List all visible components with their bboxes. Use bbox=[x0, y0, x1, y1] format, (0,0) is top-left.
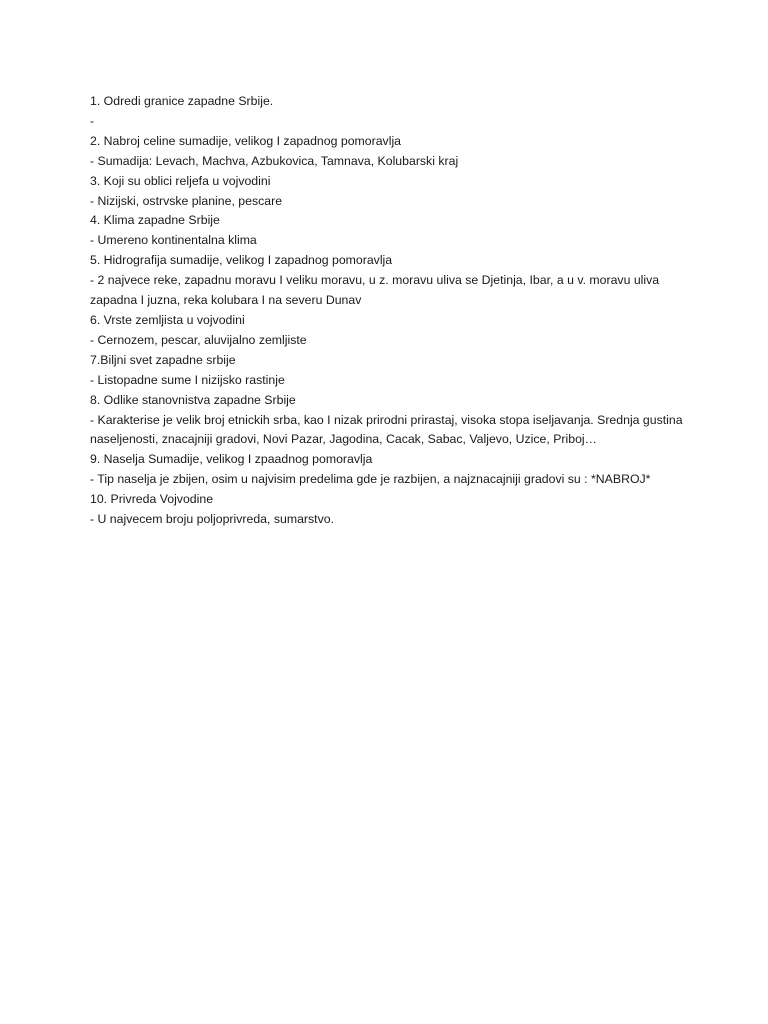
question-10: 10. Privreda Vojvodine bbox=[90, 492, 214, 507]
question-4: 4. Klima zapadne Srbije bbox=[90, 213, 220, 228]
answer-2: - Sumadija: Levach, Machva, Azbukovica, Tamnava, Kolubarski kraj bbox=[90, 153, 459, 168]
answer-1: - bbox=[90, 113, 95, 128]
question-8: 8. Odlike stanovnistva zapadne Srbije bbox=[90, 392, 296, 407]
answer-9: - Tip naselja je zbijen, osim u najvisim predelima gde je razbijen, a najznacajniji gradovi su : *NABROJ* bbox=[90, 472, 651, 487]
question-1: 1. Odredi granice zapadne Srbije. bbox=[90, 94, 274, 108]
answer-5: - 2 najvece reke, zapadnu moravu I veliku moravu, u z. moravu uliva se Djetinja, Ibar, a u v. moravu uliva zapadna I juzna, reka kolubara I na severu Dunav bbox=[90, 273, 663, 308]
answer-7: - Listopadne sume I nizijsko rastinje bbox=[90, 372, 285, 387]
question-7: 7.Biljni svet zapadne srbije bbox=[90, 352, 236, 367]
answer-8: - Karakterise je velik broj etnickih srba, kao I nizak prirodni prirastaj, visoka stopa iseljavanja. Srednja gustina naseljenosti, znacajniji gradovi, Novi Pazar, Jagodina, Cacak, Sabac, Valjevo, Uzice, Priboj… bbox=[90, 412, 687, 447]
question-5: 5. Hidrografija sumadije, velikog I zapadnog pomoravlja bbox=[90, 253, 393, 268]
question-9: 9. Naselja Sumadije, velikog I zpaadnog pomoravlja bbox=[90, 452, 373, 467]
answer-4: - Umereno kontinentalna klima bbox=[90, 233, 257, 248]
question-6: 6. Vrste zemljista u vojvodini bbox=[90, 312, 245, 327]
document-body bbox=[90, 92, 690, 530]
answer-3: - Nizijski, ostrvske planine, pescare bbox=[90, 193, 283, 208]
answer-10: - U najvecem broju poljoprivreda, sumarstvo. bbox=[90, 512, 334, 527]
question-2: 2. Nabroj celine sumadije, velikog I zapadnog pomoravlja bbox=[90, 133, 402, 148]
answer-6: - Cernozem, pescar, aluvijalno zemljiste bbox=[90, 332, 307, 347]
question-3: 3. Koji su oblici reljefa u vojvodini bbox=[90, 173, 271, 188]
